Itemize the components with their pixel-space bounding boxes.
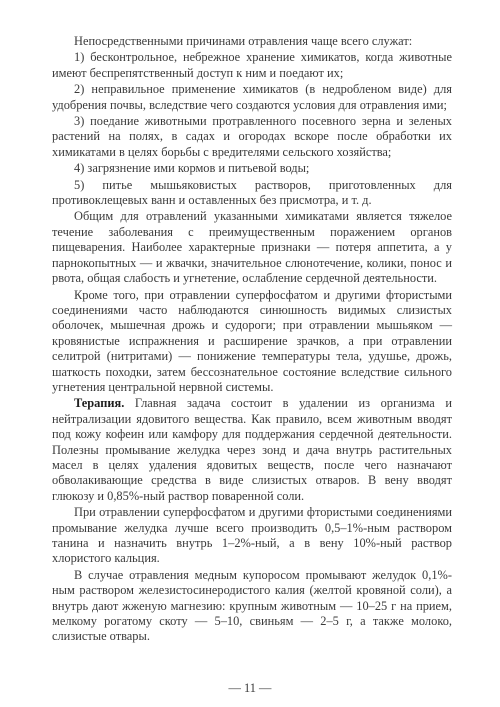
paragraph-cause-1: 1) бесконтрольное, небрежное хранение химикатов, когда животные имеют беспрепятственный доступ к ним и поедают их; (52, 50, 452, 80)
paragraph-cause-3: 3) поедание животными протравленного посевного зерна и зеленых растений на полях, в садах и огородах вскоре после обработки их химикатами в целях борьбы с вредителями сельского хозяйства; (52, 114, 452, 159)
paragraph-fluoride-treatment: При отравлении суперфосфатом и другими фтористыми соединениями промывание желудка лучше всего производить 0,5–1%-ным раствором танина и назначить внутрь 1–2%-ный, а в вену 10%-ный раствор хлористого кальция. (52, 505, 452, 566)
paragraph-symptoms-general: Общим для отравлений указанными химикатами является тяжелое течение заболевания с преимущественным поражением органов пищеварения. Наиболее характерные признаки — потеря аппетита, а у парнокопытных — и жвачки, значительное слюнотечение, колики, понос и рвота, общая слабость и угнетение, ослабление сердечной деятельности. (52, 209, 452, 286)
therapy-text: Главная задача состоит в удалении из организма и нейтрализации ядовитого вещества. Как правило, всем животным вводят под кожу кофеин или камфору для поддержания сердечной деятельности. Полезны промывание желудка через зонд и дача внутрь растительных масел в целях удаления ядовитых веществ, после чего назначают обволакивающие средства в виде слизистых отваров. В вену вводят глюкозу и 0,85%-ный раствор поваренной соли. (52, 396, 452, 503)
paragraph-cause-4: 4) загрязнение ими кормов и питьевой воды; (74, 161, 310, 176)
paragraph-copper-treatment: В случае отравления медным купоросом промывают желудок 0,1%-ным раствором железистосинеродистого калия (желтой кровяной соли), а внутрь дают жженую магнезию: крупным животным — 10–25 г на прием, мелкому рогатому скоту — 5–10, свиньям — 2–5 г, а также молоко, слизистые отвары. (52, 567, 452, 644)
paragraph-cause-5: 5) питье мышьяковистых растворов, приготовленных для противоклещевых ванн и оставленных без присмотра, и т. д. (52, 177, 452, 208)
paragraph-cause-2: 2) неправильное применение химикатов (в недробленом виде) для удобрения почвы, вследствие чего создаются условия для отравления ими; (52, 82, 452, 112)
page-number: — 11 — (228, 681, 272, 695)
paragraph-symptoms-specific: Кроме того, при отравлении суперфосфатом и другими фтористыми соединениями часто наблюдаются синюшность видимых слизистых оболочек, мышечная дрожь и судороги; при отравлении мышьяком — кровянистые испражнения и расширение зрачков, а при отравлении селитрой (нитритами) — понижение температуры тела, удушье, дрожь, шаткость походки, затем бессознательное состояние вследствие сильного угнетения центральной нервной системы. (52, 287, 452, 394)
paragraph-therapy (52, 396, 452, 504)
page-body (52, 34, 452, 645)
therapy-heading: Терапия. (74, 396, 125, 411)
paragraph-intro: Непосредственными причинами отравления чаще всего служат: (74, 34, 413, 48)
